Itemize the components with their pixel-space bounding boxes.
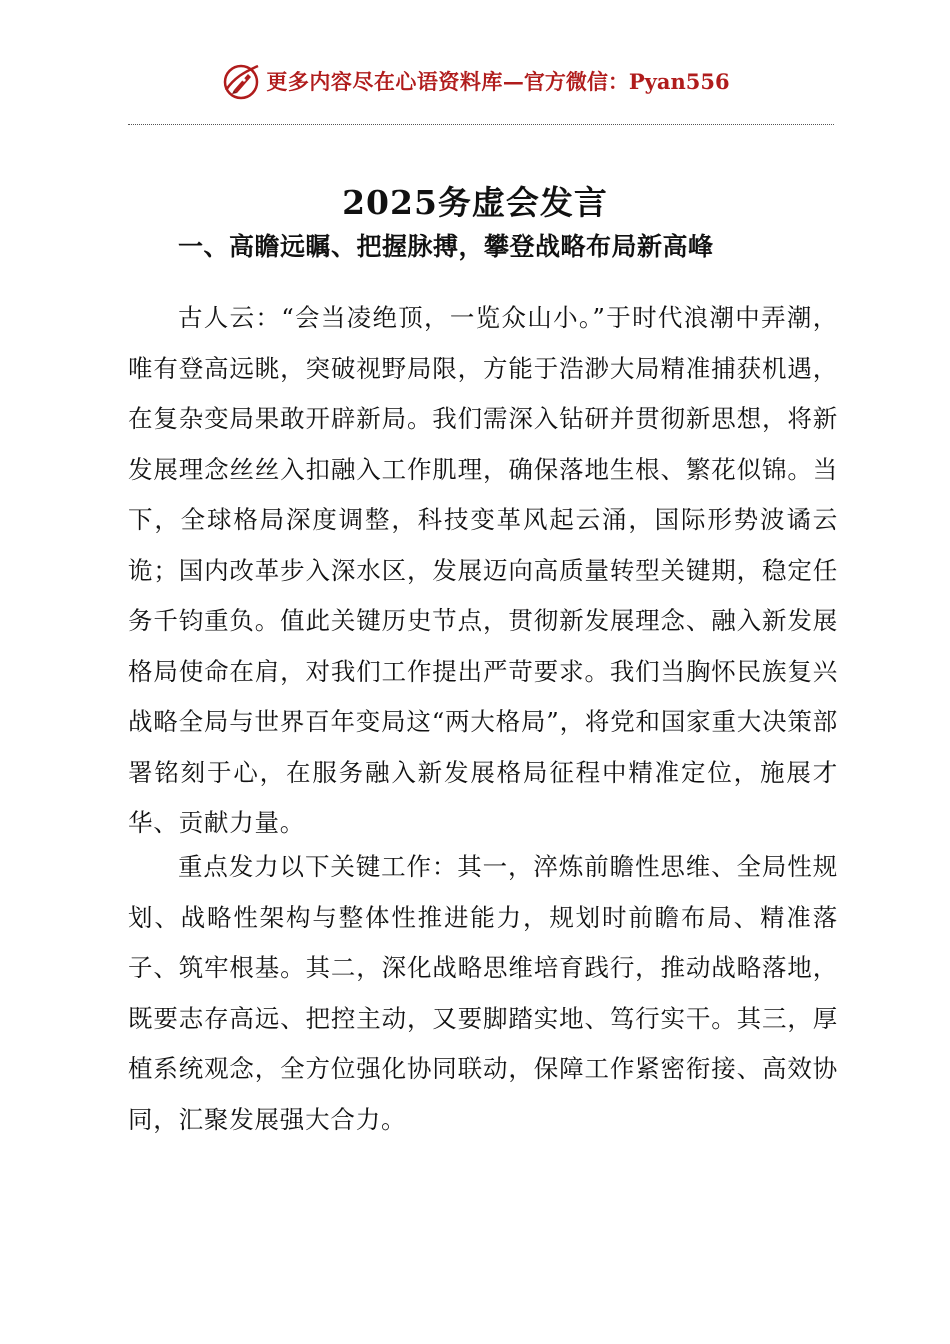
body-paragraph-2: 重点发力以下关键工作：其一，淬炼前瞻性思维、全局性规划、战略性架构与整体性推进能力，规划时前瞻布局、精准落子、筑牢根基。其二，深化战略思维培育践行，推动战略落地，既要志存高远、把控主动，又要脚踏实地、笃行实干。其三，厚植系统观念，全方位强化协同联动，保障工作紧密衔接、高效协同，汇聚发展强大合力。 bbox=[128, 852, 838, 1134]
section-heading: 一、高瞻远瞩、把握脉搏，攀登战略布局新高峰 bbox=[178, 232, 714, 261]
header-divider bbox=[128, 124, 834, 125]
banner-separator: — bbox=[502, 68, 524, 94]
wechat-id-text: 官方微信：Pyan556 bbox=[523, 69, 730, 94]
body-paragraph-1: 古人云：“会当凌绝顶，一览众山小。”于时代浪潮中弄潮，唯有登高远眺，突破视野局限，方能于浩渺大局精准捕获机遇，在复杂变局果敢开辟新局。我们需深入钻研并贯彻新思想，将新发展理念丝丝入扣融入工作肌理，确保落地生根、繁花似锦。当下，全球格局深度调整，科技变革风起云涌，国际形势波谲云诡；国内改革步入深水区，发展迈向高质量转型关键期，稳定任务千钧重负。值此关键历史节点，贯彻新发展理念、融入新发展格局使命在肩，对我们工作提出严苛要求。我们当胸怀民族复兴战略全局与世界百年变局这“两大格局”，将党和国家重大决策部署铭刻于心，在服务融入新发展格局征程中精准定位，施展才华、贡献力量。 bbox=[128, 303, 838, 837]
header-banner bbox=[0, 56, 950, 106]
banner-text: 更多内容尽在心语资料库 bbox=[266, 69, 503, 94]
fountain-pen-logo-icon bbox=[220, 60, 262, 102]
page-title: 2025务虚会发言 bbox=[342, 183, 608, 222]
